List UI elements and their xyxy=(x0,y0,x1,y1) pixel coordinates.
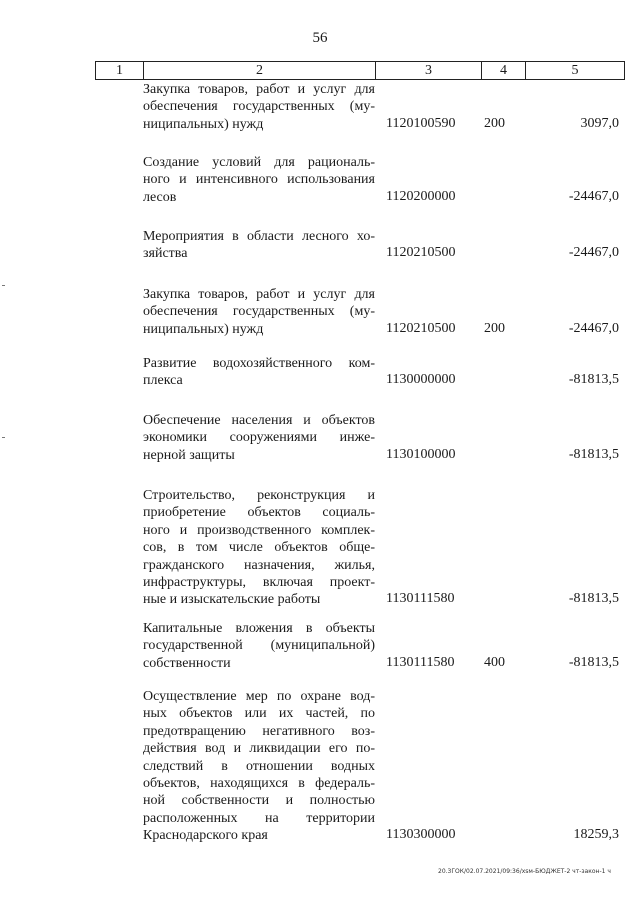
row-code: 1130111580 xyxy=(386,591,455,607)
row-name-line: обеспечения государственных (му- xyxy=(143,304,375,320)
row-name-line: ного и интенсивного использования xyxy=(143,172,375,188)
column-header-cell: 5 xyxy=(526,62,625,80)
row-name-line: ниципальных) нужд xyxy=(143,321,264,337)
row-name-line: ниципальных) нужд xyxy=(143,116,264,132)
row-name-line: нерной защиты xyxy=(143,447,235,463)
column-header-row xyxy=(96,62,625,80)
row-name-line: Закупка товаров, работ и услуг для xyxy=(143,287,375,302)
row-name-line: Мероприятия в области лесного хо- xyxy=(143,229,375,244)
row-name-line: действия вод и ликвидации его по- xyxy=(143,741,375,757)
row-name-line: зяйства xyxy=(143,246,188,262)
row-name-line: ных объектов или их частей, по xyxy=(143,706,375,722)
row-name-line: предотвращению негативного воз- xyxy=(143,723,375,739)
row-name xyxy=(143,228,375,263)
row-expense-type: 400 xyxy=(484,654,505,670)
row-amount: -24467,0 xyxy=(568,245,619,261)
row-code: 1130111580 xyxy=(386,654,455,670)
row-amount: 3097,0 xyxy=(580,115,619,131)
row-name-line: экономики сооружениями инже- xyxy=(143,430,375,446)
row-name-line: собственности xyxy=(143,655,231,671)
scan-mark xyxy=(2,437,5,438)
row-code: 1120100590 xyxy=(386,115,456,131)
row-name xyxy=(143,487,375,609)
scan-mark xyxy=(2,285,5,286)
row-name-line: объектов, находящихся в федераль- xyxy=(143,776,375,792)
column-header-table xyxy=(95,61,625,80)
row-code: 1130000000 xyxy=(386,372,456,388)
row-name-line: расположенных на территории xyxy=(143,810,375,826)
row-name xyxy=(143,355,375,390)
row-name-line: Обеспечение населения и объектов xyxy=(143,413,375,428)
row-name xyxy=(143,81,375,133)
column-header-cell: 4 xyxy=(482,62,526,80)
row-name xyxy=(143,688,375,845)
row-name xyxy=(143,412,375,464)
row-amount: 18259,3 xyxy=(573,827,619,843)
row-name xyxy=(143,620,375,672)
column-header-cell: 3 xyxy=(376,62,482,80)
row-amount: -24467,0 xyxy=(568,188,619,204)
row-amount: -24467,0 xyxy=(568,320,619,336)
row-name-line: ного и производственного комплек- xyxy=(143,522,375,538)
row-name-line: обеспечения государственных (му- xyxy=(143,99,375,115)
row-amount: -81813,5 xyxy=(568,654,619,670)
row-code: 1120200000 xyxy=(386,188,456,204)
row-name-line: гражданского назначения, жилья, xyxy=(143,557,375,573)
row-code: 1130300000 xyxy=(386,827,456,843)
document-footer: 20.3ГОК/02.07.2021/09:36/xsм-БЮДЖЕТ-2 чт-закон-1 ч xyxy=(438,868,611,875)
column-header-cell: 1 xyxy=(96,62,144,80)
row-code: 1120210500 xyxy=(386,245,456,261)
row-name-line: лесов xyxy=(143,189,177,205)
row-name xyxy=(143,154,375,206)
row-name-line: Закупка товаров, работ и услуг для xyxy=(143,82,375,97)
page-number: 56 xyxy=(312,30,328,46)
row-amount: -81813,5 xyxy=(568,591,619,607)
column-header-cell: 2 xyxy=(144,62,376,80)
row-name-line: государственной (муниципальной) xyxy=(143,638,375,654)
row-name-line: Капитальные вложения в объекты xyxy=(143,621,375,636)
row-amount: -81813,5 xyxy=(568,446,619,462)
row-expense-type: 200 xyxy=(484,115,505,131)
row-expense-type: 200 xyxy=(484,320,505,336)
row-name-line: Осуществление мер по охране вод- xyxy=(143,689,375,704)
row-name-line: Создание условий для рациональ- xyxy=(143,155,375,170)
row-name-line: инфраструктуры, включая проект- xyxy=(143,575,375,591)
row-name-line: ные и изыскательские работы xyxy=(143,592,321,608)
row-name xyxy=(143,286,375,338)
row-name-line: сов, в том числе объектов обще- xyxy=(143,540,375,556)
row-name-line: Развитие водохозяйственного ком- xyxy=(143,356,375,371)
row-amount: -81813,5 xyxy=(568,372,619,388)
row-code: 1120210500 xyxy=(386,320,456,336)
row-name-line: Краснодарского края xyxy=(143,828,268,844)
row-name-line: приобретение объектов социаль- xyxy=(143,505,375,521)
row-name-line: плекса xyxy=(143,373,183,389)
row-name-line: следствий в отношении водных xyxy=(143,758,375,774)
row-name-line: Строительство, реконструкция и xyxy=(143,488,375,503)
row-name-line: ной собственности и полностью xyxy=(143,793,375,809)
row-code: 1130100000 xyxy=(386,446,456,462)
